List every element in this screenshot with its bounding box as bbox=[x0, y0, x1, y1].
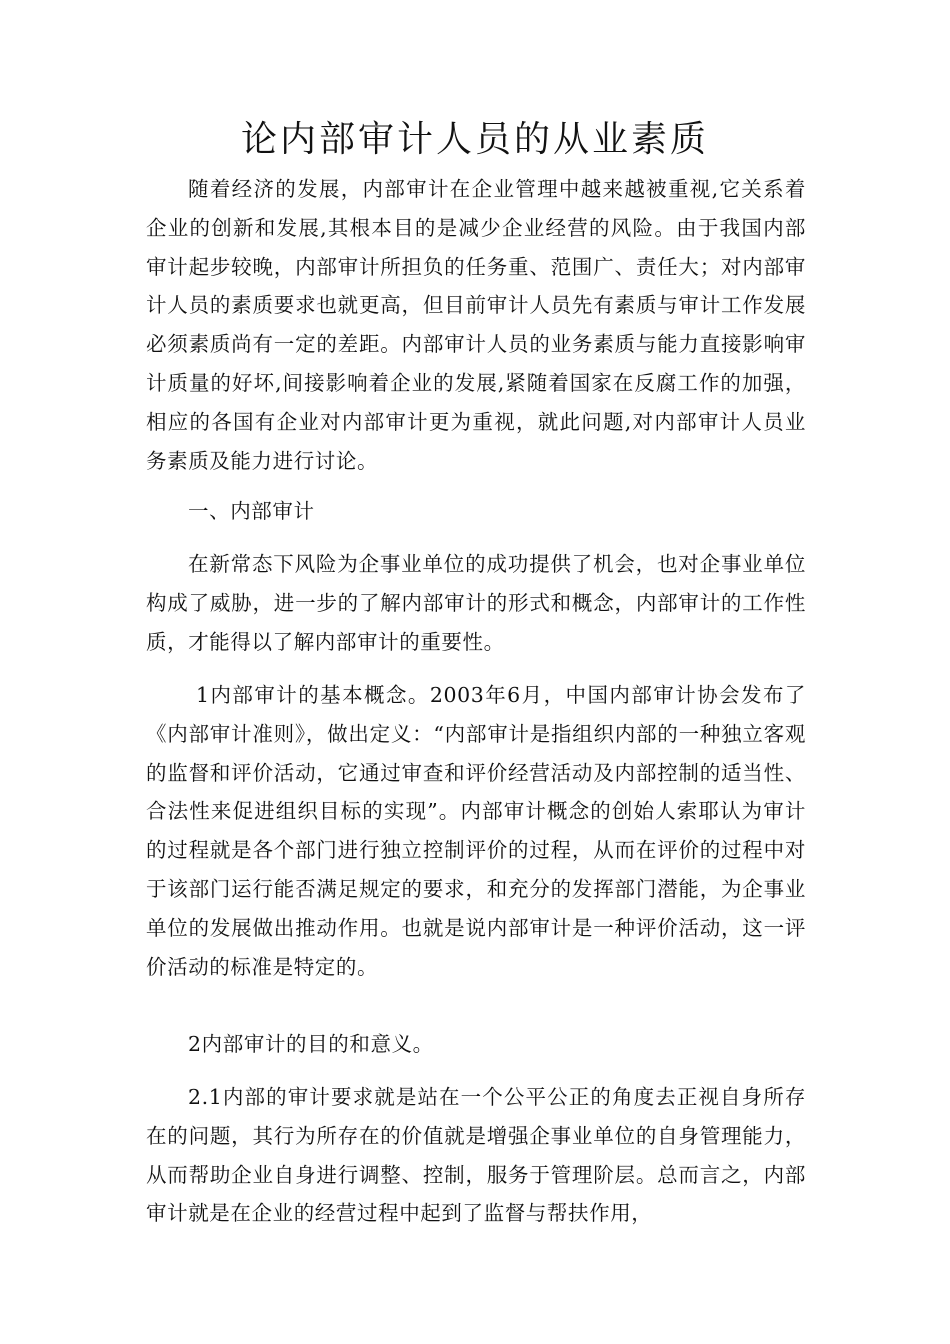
concept-paragraph: 1内部审计的基本概念。2003年6月，中国内部审计协会发布了《内部审计准则》，做出定义：“内部审计是指组织内部的一种独立客观的监督和评价活动，它通过审查和评价经营活动及内部控制的适当性、合法性来促进组织目标的实现”。内部审计概念的创始人索耶认为审计的过程就是各个部门进行独立控制评价的过程，从而在评价的过程中对于该部门运行能否满足规定的要求，和充分的发挥部门潜能，为企事业单位的发展做出推动作用。也就是说内部审计是一种评价活动，这一评价活动的标准是特定的。 bbox=[146, 683, 806, 979]
purpose-paragraph: 2.1内部的审计要求就是站在一个公平公正的角度去正视自身所存在的问题，其行为所存在的价值就是增强企事业单位的自身管理能力，从而帮助企业自身进行调整、控制，服务于管理阶层。总而言之，内部审计就是在企业的经营过程中起到了监督与帮扶作用， bbox=[146, 1085, 806, 1226]
section-paragraph-internal-audit: 在新常态下风险为企事业单位的成功提供了机会，也对企事业单位构成了威胁，进一步的了解内部审计的形式和概念，内部审计的工作性质，才能得以了解内部审计的重要性。 bbox=[146, 552, 806, 654]
intro-paragraph: 随着经济的发展，内部审计在企业管理中越来越被重视,它关系着企业的创新和发展,其根本目的是减少企业经营的风险。由于我国内部审计起步较晚，内部审计所担负的任务重、范围广、责任大；对内部审计人员的素质要求也就更高，但目前审计人员先有素质与审计工作发展必须素质尚有一定的差距。内部审计人员的业务素质与能力直接影响审计质量的好坏,间接影响着企业的发展,紧随着国家在反腐工作的加强，相应的各国有企业对内部审计更为重视，就此问题,对内部审计人员业务素质及能力进行讨论。 bbox=[146, 177, 806, 473]
document-title: 论内部审计人员的从业素质 bbox=[240, 119, 709, 160]
section-heading-internal-audit: 一、内部审计 bbox=[188, 499, 315, 523]
subsection-heading-purpose: 2内部审计的目的和意义。 bbox=[188, 1032, 434, 1056]
